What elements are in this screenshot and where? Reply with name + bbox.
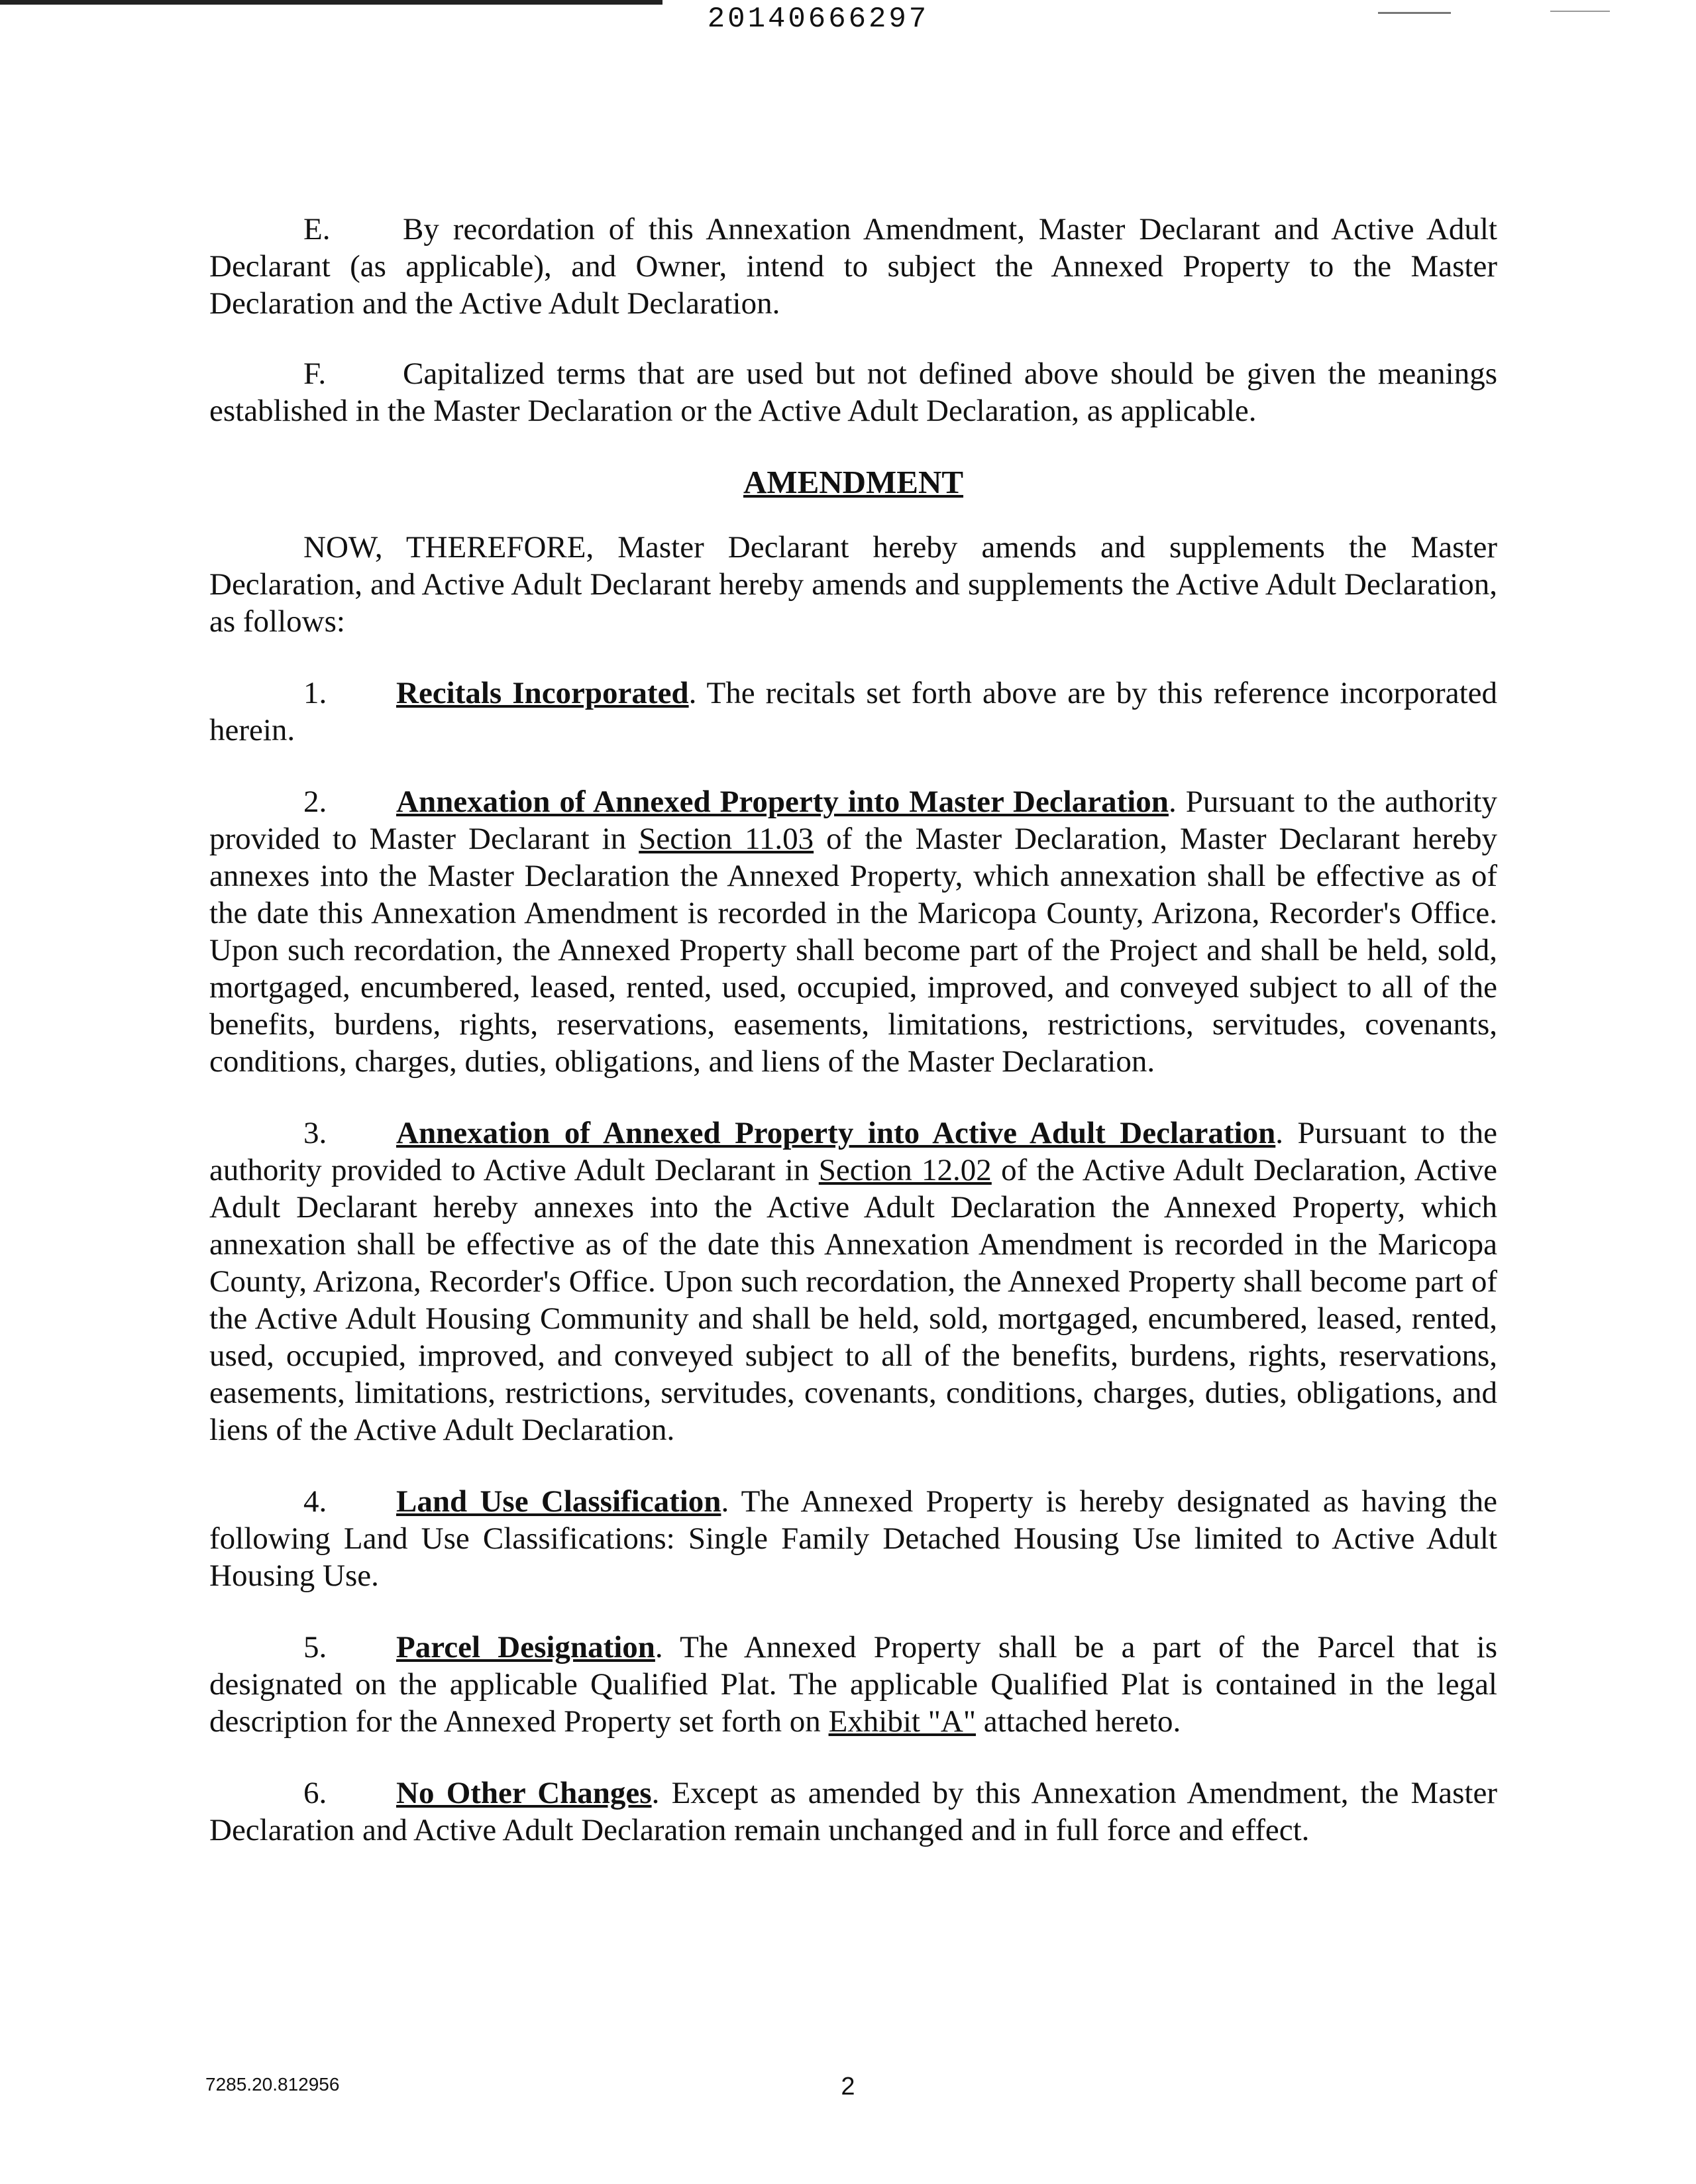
intro-text: NOW, THEREFORE, Master Declarant hereby amends and supplements the Master Declaration, and Active Adult Declarant hereby amends and supplements the Active Adult Declaration, as follows: — [209, 530, 1497, 639]
section-reference: Exhibit "A" — [828, 1704, 977, 1739]
section-text: . Except as amended by this Annexation Amendment, the Master Declaration and Active Adult Declaration remain unchanged and in full force and effect. — [209, 1776, 1497, 1847]
document-id: 7285.20.812956 — [205, 2074, 340, 2095]
recital-marker: E. — [303, 212, 331, 246]
section-number: 6. — [303, 1776, 327, 1810]
section-text: of the Active Adult Declaration, Active Adult Declarant hereby annexes into the Active Adult Declaration the Annexed Property, which annexation shall be effective as of the date this Annexation Amendment is recorded in the Maricopa County, Arizona, Recorder's Office. Upon such recordation, the Annexed Property shall become part of the Active Adult Housing Community and shall be held, sold, mortgaged, encumbered, leased, rented, used, occupied, improved, and conveyed subject to all of the benefits, burdens, rights, reservations, easements, limitations, restrictions, servitudes, covenants, conditions, charges, duties, obligations, and liens of the Active Adult Declaration. — [209, 1153, 1497, 1447]
section-title: Recitals Incorporated — [396, 676, 689, 710]
section-number: 1. — [303, 676, 327, 710]
section-number: 2. — [303, 785, 327, 819]
section-text: . The recitals set forth above are by this reference incorporated herein. — [209, 676, 1497, 747]
section-text: . Pursuant to the authority provided to Master Declarant in — [209, 785, 1497, 856]
recital-marker: F. — [303, 356, 327, 391]
section-number: 5. — [303, 1630, 327, 1665]
amendment-heading: AMENDMENT — [743, 464, 964, 500]
recital-e — [209, 211, 1497, 322]
amendment-intro — [209, 529, 1497, 640]
section-3 — [209, 1115, 1497, 1448]
section-text: . The Annexed Property is hereby designated as having the following Land Use Classifications: Single Family Detached Housing Use limited to Active Adult Housing Use. — [209, 1484, 1497, 1593]
section-reference: Section 12.02 — [818, 1153, 992, 1187]
section-title: Parcel Designation — [396, 1630, 655, 1665]
section-number: 4. — [303, 1484, 327, 1519]
section-title: Annexation of Annexed Property into Master Declaration — [396, 785, 1169, 819]
section-1 — [209, 675, 1497, 749]
page-number: 2 — [841, 2073, 855, 2101]
section-2 — [209, 783, 1497, 1080]
section-text: . Pursuant to the authority provided to Active Adult Declarant in — [209, 1116, 1497, 1187]
top-scan-mark — [1378, 12, 1451, 14]
recital-text: By recordation of this Annexation Amendment, Master Declarant and Active Adult Declarant (as applicable), and Owner, intend to subject the Annexed Property to the Master Declaration and the Active Adult Declaration. — [209, 212, 1497, 321]
section-title: Annexation of Annexed Property into Active Adult Declaration — [396, 1116, 1276, 1150]
section-6 — [209, 1774, 1497, 1849]
recital-text: Capitalized terms that are used but not defined above should be given the meanings established in the Master Declaration or the Active Adult Declaration, as applicable. — [209, 356, 1497, 428]
section-4 — [209, 1483, 1497, 1594]
section-text: of the Master Declaration, Master Declarant hereby annexes into the Master Declaration the Annexed Property, which annexation shall be effective as of the date this Annexation Amendment is recorded in the Maricopa County, Arizona, Recorder's Office. Upon such recordation, the Annexed Property shall become part of the Project and shall be held, sold, mortgaged, encumbered, leased, rented, used, occupied, improved, and conveyed subject to all of the benefits, burdens, rights, reservations, easements, limitations, restrictions, servitudes, covenants, conditions, charges, duties, obligations, and liens of the Master Declaration. — [209, 822, 1497, 1079]
top-scan-rule — [0, 0, 662, 5]
section-text: . The Annexed Property shall be a part of the Parcel that is designated on the applicable Qualified Plat. The applicable Qualified Plat is contained in the legal description for the Annexed Property set forth on — [209, 1630, 1497, 1739]
top-scan-mark-far — [1550, 11, 1610, 12]
recording-number: 20140666297 — [707, 3, 929, 36]
section-title: No Other Changes — [396, 1776, 652, 1810]
section-text: attached hereto. — [976, 1704, 1181, 1739]
recital-f — [209, 355, 1497, 429]
section-reference: Section 11.03 — [639, 822, 814, 856]
document-body — [209, 211, 1497, 1883]
section-title: Land Use Classification — [396, 1484, 721, 1519]
section-5 — [209, 1629, 1497, 1740]
section-number: 3. — [303, 1116, 327, 1150]
